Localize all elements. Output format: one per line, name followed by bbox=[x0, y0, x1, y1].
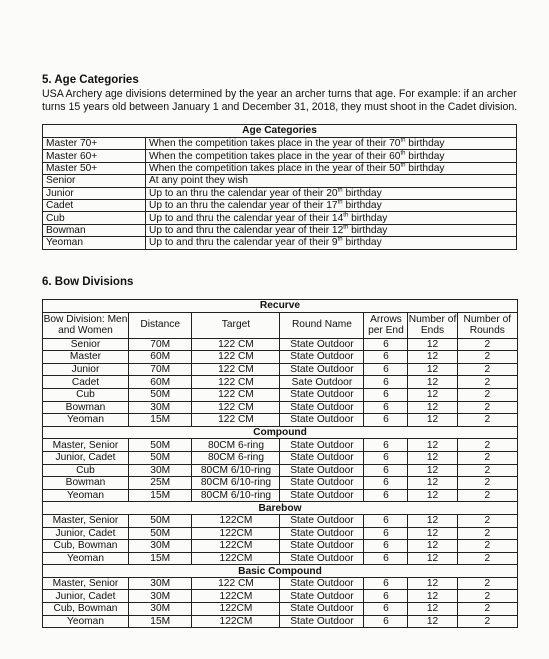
cell-target: 80CM 6/10-ring bbox=[192, 464, 280, 477]
bow-table-body bbox=[43, 300, 518, 628]
cell-round-name: State Outdoor bbox=[280, 577, 364, 590]
cell-target: 122 CM bbox=[192, 401, 280, 414]
age-rule-text: At any point they wish bbox=[149, 175, 249, 187]
column-header-number-of-ends: Number of Ends bbox=[408, 313, 457, 337]
cell-number-of-ends: 12 bbox=[408, 401, 457, 414]
cell-number-of-ends: 12 bbox=[408, 363, 457, 376]
age-rule-suffix: birthday bbox=[342, 187, 382, 199]
age-category-rule bbox=[146, 138, 517, 150]
age-rule-ordinal: th bbox=[343, 224, 349, 231]
cell-target: 122CM bbox=[192, 527, 280, 540]
age-row bbox=[43, 175, 517, 187]
age-table-body bbox=[43, 138, 517, 250]
cell-number-of-ends: 12 bbox=[408, 615, 457, 628]
cell-number-of-rounds: 2 bbox=[457, 552, 517, 565]
cell-target: 122CM bbox=[192, 540, 280, 553]
age-rule-suffix: birthday bbox=[348, 212, 388, 224]
cell-round-name: State Outdoor bbox=[280, 451, 364, 464]
cell-number-of-rounds: 2 bbox=[457, 577, 517, 590]
cell-number-of-rounds: 2 bbox=[457, 464, 517, 477]
cell-number-of-rounds: 2 bbox=[457, 414, 517, 427]
cell-number-of-ends: 12 bbox=[408, 338, 457, 351]
cell-division: Cub, Bowman bbox=[43, 603, 129, 616]
group-title: Barebow bbox=[43, 502, 518, 515]
cell-arrows-per-end: 6 bbox=[364, 489, 408, 502]
table-row bbox=[43, 514, 518, 527]
cell-number-of-rounds: 2 bbox=[457, 388, 517, 401]
age-rule-suffix: birthday bbox=[405, 150, 445, 162]
cell-number-of-ends: 12 bbox=[408, 388, 457, 401]
age-category-name: Yeoman bbox=[43, 237, 146, 249]
cell-distance: 60M bbox=[128, 376, 191, 389]
table-row bbox=[43, 464, 518, 477]
cell-distance: 25M bbox=[128, 477, 191, 490]
cell-number-of-rounds: 2 bbox=[457, 540, 517, 553]
cell-round-name: State Outdoor bbox=[280, 615, 364, 628]
cell-number-of-rounds: 2 bbox=[457, 477, 517, 490]
cell-number-of-ends: 12 bbox=[408, 439, 457, 452]
table-row bbox=[43, 414, 518, 427]
column-header-distance: Distance bbox=[128, 312, 191, 338]
table-row bbox=[43, 590, 518, 603]
age-row bbox=[43, 237, 517, 249]
cell-round-name: State Outdoor bbox=[280, 477, 364, 490]
age-rule-text: When the competition takes place in the year of their 60 bbox=[149, 150, 401, 162]
age-category-rule bbox=[146, 187, 517, 199]
cell-number-of-ends: 12 bbox=[408, 464, 457, 477]
age-category-rule bbox=[146, 237, 517, 249]
cell-distance: 60M bbox=[128, 351, 191, 364]
cell-division: Junior bbox=[43, 363, 129, 376]
age-rule-text: Up to an thru the calendar year of their 17 bbox=[149, 200, 338, 212]
cell-target: 122 CM bbox=[192, 376, 280, 389]
cell-target: 80CM 6/10-ring bbox=[192, 489, 280, 502]
table-row bbox=[43, 388, 518, 401]
age-rule-ordinal: th bbox=[337, 236, 343, 243]
cell-number-of-ends: 12 bbox=[408, 376, 457, 389]
cell-target: 122CM bbox=[192, 603, 280, 616]
age-category-rule bbox=[146, 175, 517, 187]
age-category-name: Junior bbox=[43, 187, 146, 199]
cell-number-of-rounds: 2 bbox=[457, 527, 517, 540]
cell-number-of-ends: 12 bbox=[408, 351, 457, 364]
cell-division: Junior, Cadet bbox=[43, 451, 129, 464]
cell-distance: 30M bbox=[128, 577, 191, 590]
cell-division: Master, Senior bbox=[43, 439, 129, 452]
cell-number-of-ends: 12 bbox=[408, 514, 457, 527]
cell-distance: 50M bbox=[128, 388, 191, 401]
cell-number-of-rounds: 2 bbox=[457, 376, 517, 389]
cell-target: 122 CM bbox=[192, 388, 280, 401]
age-rule-text: Up to an thru the calendar year of their 20 bbox=[149, 187, 338, 199]
cell-target: 122 CM bbox=[192, 414, 280, 427]
group-title: Recurve bbox=[43, 300, 518, 313]
age-category-rule bbox=[146, 199, 517, 211]
cell-number-of-rounds: 2 bbox=[457, 489, 517, 502]
cell-arrows-per-end: 6 bbox=[364, 388, 408, 401]
age-row bbox=[43, 162, 517, 174]
age-rule-text: When the competition takes place in the year of their 70 bbox=[149, 138, 401, 150]
table-row bbox=[43, 552, 518, 565]
cell-arrows-per-end: 6 bbox=[364, 527, 408, 540]
cell-arrows-per-end: 6 bbox=[364, 577, 408, 590]
cell-arrows-per-end: 6 bbox=[364, 464, 408, 477]
cell-number-of-rounds: 2 bbox=[457, 338, 517, 351]
cell-distance: 15M bbox=[128, 552, 191, 565]
cell-target: 122 CM bbox=[192, 363, 280, 376]
cell-division: Yeoman bbox=[43, 489, 129, 502]
cell-number-of-ends: 12 bbox=[408, 590, 457, 603]
cell-distance: 30M bbox=[128, 603, 191, 616]
cell-number-of-ends: 12 bbox=[408, 552, 457, 565]
cell-arrows-per-end: 6 bbox=[364, 552, 408, 565]
age-rule-ordinal: th bbox=[343, 212, 349, 219]
cell-division: Junior, Cadet bbox=[43, 527, 129, 540]
cell-round-name: State Outdoor bbox=[280, 414, 364, 427]
cell-number-of-ends: 12 bbox=[408, 451, 457, 464]
table-row bbox=[43, 603, 518, 616]
group-row bbox=[43, 426, 518, 439]
age-rule-suffix: birthday bbox=[405, 162, 445, 174]
age-category-name: Master 60+ bbox=[43, 150, 146, 162]
table-row bbox=[43, 527, 518, 540]
age-category-rule bbox=[146, 212, 517, 224]
age-category-name: Cub bbox=[43, 212, 146, 224]
age-category-name: Master 50+ bbox=[43, 162, 146, 174]
age-rule-ordinal: th bbox=[400, 150, 406, 157]
table-row bbox=[43, 577, 518, 590]
cell-arrows-per-end: 6 bbox=[364, 540, 408, 553]
cell-number-of-rounds: 2 bbox=[457, 401, 517, 414]
cell-round-name: State Outdoor bbox=[280, 439, 364, 452]
table-row bbox=[43, 401, 518, 414]
cell-target: 80CM 6-ring bbox=[192, 439, 280, 452]
cell-distance: 30M bbox=[128, 401, 191, 414]
column-header-round-name: Round Name bbox=[280, 312, 364, 338]
cell-division: Yeoman bbox=[43, 615, 129, 628]
age-categories-table bbox=[42, 124, 517, 250]
age-row bbox=[43, 150, 517, 162]
group-row bbox=[43, 565, 518, 578]
age-rule-ordinal: th bbox=[400, 162, 406, 169]
table-row bbox=[43, 451, 518, 464]
cell-arrows-per-end: 6 bbox=[364, 401, 408, 414]
section-6-heading: 6. Bow Divisions bbox=[42, 276, 134, 288]
age-category-name: Senior bbox=[43, 175, 146, 187]
age-rule-suffix: birthday bbox=[348, 224, 388, 236]
cell-number-of-rounds: 2 bbox=[457, 351, 517, 364]
cell-division: Cub, Bowman bbox=[43, 540, 129, 553]
cell-distance: 50M bbox=[128, 439, 191, 452]
cell-round-name: State Outdoor bbox=[280, 590, 364, 603]
cell-round-name: State Outdoor bbox=[280, 351, 364, 364]
cell-division: Bowman bbox=[43, 477, 129, 490]
section-5-heading: 5. Age Categories bbox=[42, 74, 139, 86]
cell-arrows-per-end: 6 bbox=[364, 414, 408, 427]
cell-arrows-per-end: 6 bbox=[364, 376, 408, 389]
age-rule-ordinal: th bbox=[400, 137, 406, 144]
cell-division: Cadet bbox=[43, 376, 129, 389]
table-row bbox=[43, 477, 518, 490]
table-row bbox=[43, 615, 518, 628]
column-header-division: Bow Division: Men and Women bbox=[43, 313, 128, 337]
cell-target: 80CM 6/10-ring bbox=[192, 477, 280, 490]
table-row bbox=[43, 351, 518, 364]
age-rule-ordinal: th bbox=[337, 199, 343, 206]
cell-distance: 15M bbox=[128, 489, 191, 502]
age-category-name: Cadet bbox=[43, 199, 146, 211]
cell-distance: 30M bbox=[128, 590, 191, 603]
age-category-rule bbox=[146, 162, 517, 174]
cell-division: Junior, Cadet bbox=[43, 590, 129, 603]
cell-round-name: State Outdoor bbox=[280, 388, 364, 401]
age-category-rule bbox=[146, 224, 517, 236]
table-row bbox=[43, 540, 518, 553]
group-row bbox=[43, 502, 518, 515]
age-row bbox=[43, 212, 517, 224]
cell-round-name: State Outdoor bbox=[280, 401, 364, 414]
cell-round-name: State Outdoor bbox=[280, 603, 364, 616]
table-row bbox=[43, 363, 518, 376]
cell-round-name: State Outdoor bbox=[280, 527, 364, 540]
cell-arrows-per-end: 6 bbox=[364, 439, 408, 452]
table-row bbox=[43, 376, 518, 389]
section-5-intro: USA Archery age divisions determined by the year an archer turns that age. For example: if an archer turns 15 years old between January 1 and December 31, 2018, they must shoot in the Cadet division. bbox=[42, 88, 518, 113]
cell-division: Yeoman bbox=[43, 552, 129, 565]
cell-round-name: State Outdoor bbox=[280, 540, 364, 553]
age-row bbox=[43, 138, 517, 150]
cell-distance: 50M bbox=[128, 451, 191, 464]
cell-distance: 70M bbox=[128, 338, 191, 351]
cell-arrows-per-end: 6 bbox=[364, 477, 408, 490]
age-rule-text: Up to and thru the calendar year of their 9 bbox=[149, 237, 338, 249]
group-row bbox=[43, 300, 518, 313]
cell-target: 80CM 6-ring bbox=[192, 451, 280, 464]
cell-round-name: State Outdoor bbox=[280, 514, 364, 527]
age-category-rule bbox=[146, 150, 517, 162]
cell-round-name: State Outdoor bbox=[280, 464, 364, 477]
cell-round-name: Sate Outdoor bbox=[280, 376, 364, 389]
age-row bbox=[43, 224, 517, 236]
cell-arrows-per-end: 6 bbox=[364, 514, 408, 527]
table-row bbox=[43, 489, 518, 502]
cell-distance: 50M bbox=[128, 514, 191, 527]
age-rule-text: Up to and thru the calendar year of their 14 bbox=[149, 212, 344, 224]
cell-target: 122CM bbox=[192, 615, 280, 628]
table-row bbox=[43, 338, 518, 351]
cell-number-of-rounds: 2 bbox=[457, 439, 517, 452]
cell-number-of-ends: 12 bbox=[408, 489, 457, 502]
age-rule-text: When the competition takes place in the year of their 50 bbox=[149, 162, 401, 174]
cell-division: Senior bbox=[43, 338, 129, 351]
cell-round-name: State Outdoor bbox=[280, 338, 364, 351]
cell-distance: 30M bbox=[128, 464, 191, 477]
cell-arrows-per-end: 6 bbox=[364, 351, 408, 364]
column-header-number-of-rounds: Number of Rounds bbox=[457, 312, 517, 338]
age-rule-suffix: birthday bbox=[342, 200, 382, 212]
cell-target: 122 CM bbox=[192, 351, 280, 364]
cell-distance: 50M bbox=[128, 527, 191, 540]
column-header-arrows-per-end: Arrows per End bbox=[364, 312, 408, 338]
age-rule-suffix: birthday bbox=[342, 237, 382, 249]
cell-number-of-ends: 12 bbox=[408, 414, 457, 427]
cell-division: Master bbox=[43, 351, 129, 364]
column-header-target: Target bbox=[192, 312, 280, 338]
cell-division: Master, Senior bbox=[43, 514, 129, 527]
bow-divisions-table bbox=[42, 299, 518, 628]
cell-division: Yeoman bbox=[43, 414, 129, 427]
age-row bbox=[43, 199, 517, 211]
cell-arrows-per-end: 6 bbox=[364, 603, 408, 616]
cell-distance: 15M bbox=[128, 414, 191, 427]
cell-number-of-rounds: 2 bbox=[457, 590, 517, 603]
cell-number-of-ends: 12 bbox=[408, 603, 457, 616]
cell-arrows-per-end: 6 bbox=[364, 451, 408, 464]
cell-number-of-rounds: 2 bbox=[457, 603, 517, 616]
cell-division: Cub bbox=[43, 388, 129, 401]
column-header-row bbox=[43, 312, 518, 338]
cell-distance: 15M bbox=[128, 615, 191, 628]
cell-arrows-per-end: 6 bbox=[364, 338, 408, 351]
cell-distance: 70M bbox=[128, 363, 191, 376]
table-row bbox=[43, 439, 518, 452]
cell-number-of-rounds: 2 bbox=[457, 514, 517, 527]
cell-round-name: State Outdoor bbox=[280, 552, 364, 565]
age-table-title: Age Categories bbox=[43, 125, 517, 138]
cell-number-of-rounds: 2 bbox=[457, 451, 517, 464]
group-title: Basic Compound bbox=[43, 565, 518, 578]
cell-arrows-per-end: 6 bbox=[364, 590, 408, 603]
age-rule-text: Up to and thru the calendar year of their 12 bbox=[149, 224, 344, 236]
cell-number-of-ends: 12 bbox=[408, 577, 457, 590]
cell-number-of-ends: 12 bbox=[408, 527, 457, 540]
cell-number-of-rounds: 2 bbox=[457, 363, 517, 376]
cell-target: 122CM bbox=[192, 514, 280, 527]
cell-division: Bowman bbox=[43, 401, 129, 414]
age-category-name: Bowman bbox=[43, 224, 146, 236]
cell-arrows-per-end: 6 bbox=[364, 363, 408, 376]
cell-target: 122 CM bbox=[192, 338, 280, 351]
cell-target: 122CM bbox=[192, 590, 280, 603]
cell-distance: 30M bbox=[128, 540, 191, 553]
age-row bbox=[43, 187, 517, 199]
group-title: Compound bbox=[43, 426, 518, 439]
cell-arrows-per-end: 6 bbox=[364, 615, 408, 628]
cell-round-name: State Outdoor bbox=[280, 489, 364, 502]
cell-number-of-ends: 12 bbox=[408, 477, 457, 490]
cell-division: Cub bbox=[43, 464, 129, 477]
cell-round-name: State Outdoor bbox=[280, 363, 364, 376]
age-rule-suffix: birthday bbox=[405, 138, 445, 150]
cell-number-of-ends: 12 bbox=[408, 540, 457, 553]
cell-division: Master, Senior bbox=[43, 577, 129, 590]
cell-target: 122 CM bbox=[192, 577, 280, 590]
cell-number-of-rounds: 2 bbox=[457, 615, 517, 628]
age-category-name: Master 70+ bbox=[43, 138, 146, 150]
cell-target: 122CM bbox=[192, 552, 280, 565]
age-rule-ordinal: th bbox=[337, 187, 343, 194]
